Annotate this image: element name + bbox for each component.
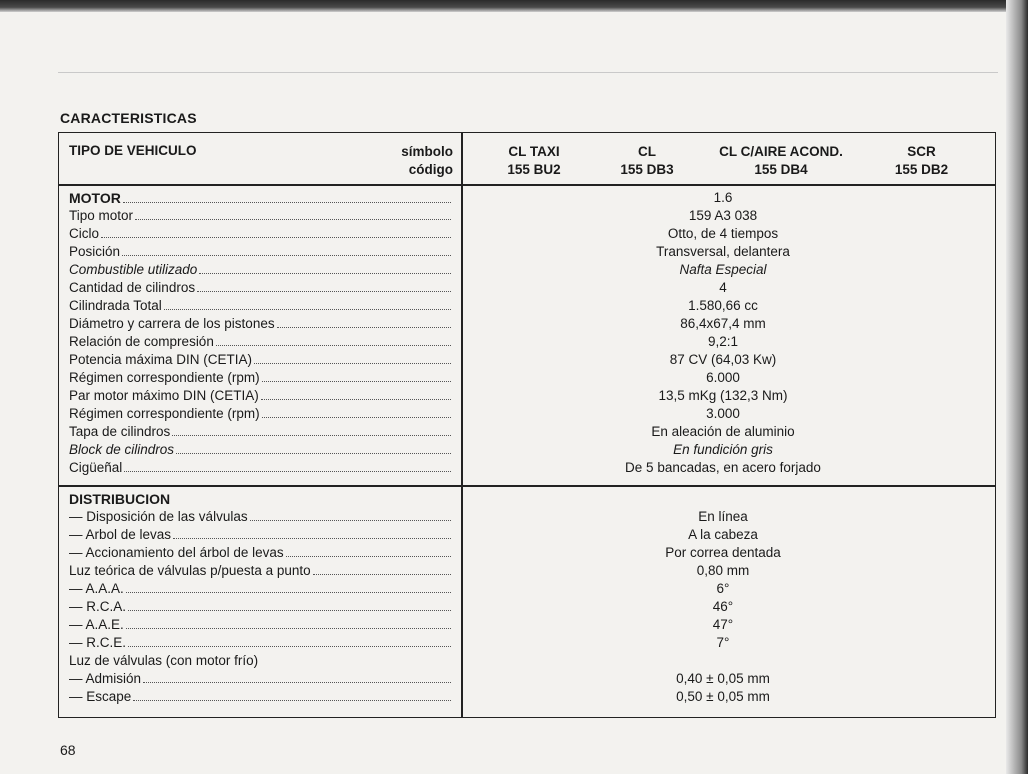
row-value: 0,50 ± 0,05 mm bbox=[676, 689, 770, 704]
row-value: De 5 bancadas, en acero forjado bbox=[625, 460, 821, 475]
label-row bbox=[69, 243, 453, 261]
label-row bbox=[69, 261, 453, 279]
row-label: Diámetro y carrera de los pistones bbox=[69, 316, 275, 331]
row-value: Transversal, delantera bbox=[656, 244, 790, 259]
row-value: 6.000 bbox=[706, 370, 740, 385]
page-edge-shadow bbox=[1006, 0, 1028, 774]
row-label: Luz teórica de válvulas p/puesta a punto bbox=[69, 563, 311, 578]
label-row bbox=[69, 387, 453, 405]
leader-dots bbox=[128, 645, 451, 647]
leader-dots bbox=[128, 609, 451, 611]
row-label: Cigüeñal bbox=[69, 460, 123, 475]
row-value: 9,2:1 bbox=[707, 334, 739, 349]
row-value: En fundición gris bbox=[673, 442, 773, 457]
row-value: 86,4x67,4 mm bbox=[680, 316, 766, 331]
leader-dots bbox=[199, 272, 451, 274]
label-row bbox=[69, 634, 453, 652]
distribucion-heading-row bbox=[69, 490, 453, 508]
label-row bbox=[69, 670, 453, 688]
label-row bbox=[69, 580, 453, 598]
distribucion-labels bbox=[69, 490, 453, 706]
leader-dots bbox=[176, 452, 451, 454]
leader-dots bbox=[164, 308, 451, 310]
row-value: 46° bbox=[712, 599, 734, 614]
section-divider bbox=[59, 485, 995, 487]
model-column-cl bbox=[602, 143, 692, 179]
model-code: 155 DB3 bbox=[620, 162, 674, 177]
row-value: En línea bbox=[698, 509, 748, 524]
row-label: MOTOR bbox=[69, 190, 121, 206]
row-value: Nafta Especial bbox=[679, 262, 767, 277]
motor-values bbox=[463, 189, 983, 477]
label-row bbox=[69, 207, 453, 225]
row-label: Relación de compresión bbox=[69, 334, 214, 349]
header-rule bbox=[58, 72, 998, 73]
leader-dots bbox=[135, 218, 451, 220]
label-row bbox=[69, 652, 453, 670]
row-value: 0,80 mm bbox=[696, 563, 750, 578]
vehicle-type-label: TIPO DE VEHICULO bbox=[69, 143, 197, 158]
label-row bbox=[69, 297, 453, 315]
leader-dots bbox=[261, 398, 451, 400]
model-code: 155 DB2 bbox=[894, 162, 949, 177]
label-row bbox=[69, 616, 453, 634]
label-row bbox=[69, 508, 453, 526]
row-label: — R.C.E. bbox=[69, 635, 127, 650]
symbol-code-labels bbox=[401, 143, 453, 179]
row-label: Cilindrada Total bbox=[69, 298, 162, 313]
row-value: 1.6 bbox=[713, 190, 733, 205]
row-value: Otto, de 4 tiempos bbox=[667, 226, 779, 241]
leader-dots bbox=[216, 344, 451, 346]
row-value: 159 A3 038 bbox=[688, 208, 758, 223]
page-number: 68 bbox=[60, 742, 76, 758]
row-label: Potencia máxima DIN (CETIA) bbox=[69, 352, 253, 367]
header-divider bbox=[59, 184, 995, 186]
label-row bbox=[69, 225, 453, 243]
row-label: Luz de válvulas (con motor frío) bbox=[69, 653, 259, 668]
leader-dots bbox=[133, 699, 451, 701]
row-label: Tipo motor bbox=[69, 208, 134, 223]
motor-heading-row bbox=[69, 189, 453, 207]
code-label: código bbox=[408, 162, 453, 177]
symbol-label: símbolo bbox=[401, 144, 453, 159]
row-value: 87 CV (64,03 Kw) bbox=[669, 352, 777, 367]
section-title: CARACTERISTICAS bbox=[60, 110, 197, 126]
row-value: 7° bbox=[716, 635, 730, 650]
row-label: — Arbol de levas bbox=[69, 527, 172, 542]
leader-dots bbox=[254, 362, 451, 364]
row-label: Combustible utilizado bbox=[69, 262, 198, 277]
label-row bbox=[69, 562, 453, 580]
label-row bbox=[69, 459, 453, 477]
leader-dots bbox=[123, 201, 451, 203]
row-value: 4 bbox=[719, 280, 727, 295]
leader-dots bbox=[286, 555, 451, 557]
label-row bbox=[69, 405, 453, 423]
row-value bbox=[463, 490, 983, 508]
leader-dots bbox=[101, 236, 451, 238]
leader-dots bbox=[197, 290, 451, 292]
row-value: 1.580,66 cc bbox=[688, 298, 758, 313]
row-value: 47° bbox=[712, 617, 734, 632]
leader-dots bbox=[124, 470, 451, 472]
row-value: 6° bbox=[716, 581, 730, 596]
row-value: A la cabeza bbox=[688, 527, 758, 542]
model-code: 155 BU2 bbox=[507, 162, 561, 177]
row-value: Por correa dentada bbox=[665, 545, 781, 560]
row-label: Régimen correspondiente (rpm) bbox=[69, 406, 260, 421]
label-row bbox=[69, 688, 453, 706]
row-label: Tapa de cilindros bbox=[69, 424, 171, 439]
top-scan-band bbox=[0, 0, 1028, 12]
model-column-cl-taxi bbox=[484, 143, 584, 179]
row-label: — Disposición de las válvulas bbox=[69, 509, 248, 524]
leader-dots bbox=[277, 326, 451, 328]
label-row bbox=[69, 441, 453, 459]
label-row bbox=[69, 598, 453, 616]
leader-dots bbox=[313, 573, 451, 575]
row-value: 3.000 bbox=[706, 406, 740, 421]
label-row bbox=[69, 369, 453, 387]
leader-dots bbox=[262, 380, 451, 382]
row-label: — R.C.A. bbox=[69, 599, 127, 614]
model-column-scr bbox=[874, 143, 969, 179]
row-label: — A.A.E. bbox=[69, 617, 124, 632]
leader-dots bbox=[173, 537, 451, 539]
label-row bbox=[69, 544, 453, 562]
row-label: — Admisión bbox=[69, 671, 142, 686]
row-value: En aleación de aluminio bbox=[651, 424, 795, 439]
label-row bbox=[69, 351, 453, 369]
row-value bbox=[463, 652, 983, 670]
leader-dots bbox=[250, 519, 451, 521]
row-label: Cantidad de cilindros bbox=[69, 280, 196, 295]
model-column-cl-aire bbox=[701, 143, 861, 179]
row-label: DISTRIBUCION bbox=[69, 491, 171, 507]
label-row bbox=[69, 423, 453, 441]
row-value: 13,5 mKg (132,3 Nm) bbox=[658, 388, 788, 403]
label-row bbox=[69, 279, 453, 297]
leader-dots bbox=[122, 254, 451, 256]
label-row bbox=[69, 315, 453, 333]
leader-dots bbox=[143, 681, 451, 683]
motor-labels bbox=[69, 189, 453, 477]
distribucion-values bbox=[463, 490, 983, 706]
leader-dots bbox=[126, 627, 451, 629]
model-name: SCR bbox=[907, 144, 936, 159]
row-value: 0,40 ± 0,05 mm bbox=[676, 671, 770, 686]
label-row bbox=[69, 526, 453, 544]
model-name: CL bbox=[638, 144, 656, 159]
row-label: Régimen correspondiente (rpm) bbox=[69, 370, 260, 385]
row-label: — Accionamiento del árbol de levas bbox=[69, 545, 284, 560]
row-label: Par motor máximo DIN (CETIA) bbox=[69, 388, 259, 403]
row-label: Ciclo bbox=[69, 226, 100, 241]
row-label: — A.A.A. bbox=[69, 581, 124, 596]
leader-dots bbox=[262, 416, 451, 418]
spec-table bbox=[58, 132, 996, 718]
row-label: Posición bbox=[69, 244, 121, 259]
leader-dots bbox=[126, 591, 451, 593]
model-name: CL C/AIRE ACOND. bbox=[719, 144, 843, 159]
row-label: Block de cilindros bbox=[69, 442, 175, 457]
model-name: CL TAXI bbox=[508, 144, 560, 159]
row-label: — Escape bbox=[69, 689, 132, 704]
label-row bbox=[69, 333, 453, 351]
leader-dots bbox=[172, 434, 451, 436]
model-code: 155 DB4 bbox=[754, 162, 808, 177]
